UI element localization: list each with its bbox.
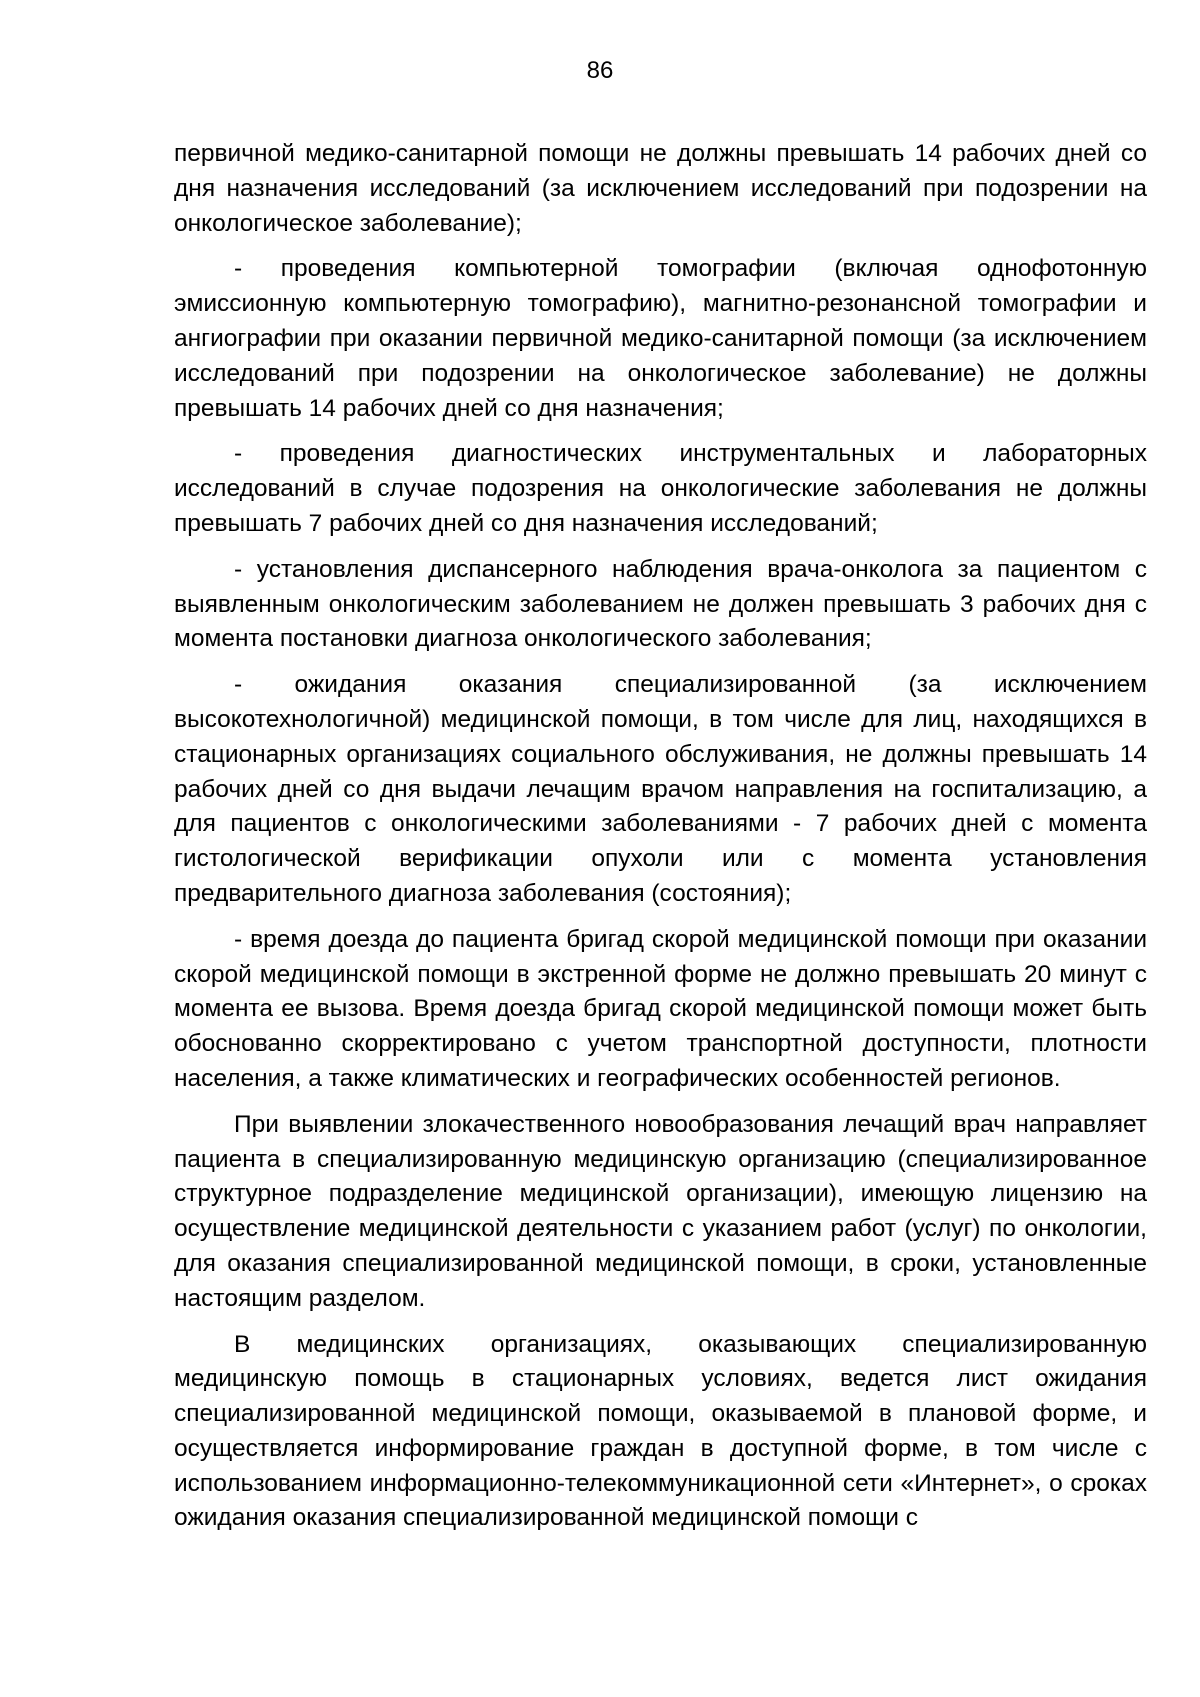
paragraph: - проведения компьютерной томографии (включая однофотонную эмиссионную компьютерную томографию), магнитно-резонансной томографии и ангиографии при оказании первичной медико-санитарной помощи (за исключением исследований при подозрении на онкологическое заболевание) не должны превышать 14 рабочих дней со дня назначения; bbox=[174, 255, 1147, 422]
paragraph: - проведения диагностических инструментальных и лабораторных исследований в случае подозрения на онкологические заболевания не должны превышать 7 рабочих дней со дня назначения исследований; bbox=[174, 440, 1147, 537]
paragraph: - ожидания оказания специализированной (за исключением высокотехнологичной) медицинской помощи, в том числе для лиц, находящихся в стационарных организациях социального обслуживания, не должны превышать 14 рабочих дней со дня выдачи лечащим врачом направления на госпитализацию, а для пациентов с онкологическими заболеваниями - 7 рабочих дней с момента гистологической верификации опухоли или с момента установления предварительного диагноза заболевания (состояния); bbox=[174, 671, 1147, 907]
paragraph: При выявлении злокачественного новообразования лечащий врач направляет пациента в специализированную медицинскую организацию (специализированное структурное подразделение медицинской организации), имеющую лицензию на осуществление медицинской деятельности с указанием работ (услуг) по онкологии, для оказания специализированной медицинской помощи, в сроки, установленные настоящим разделом. bbox=[174, 1110, 1147, 1312]
paragraph: первичной медико-санитарной помощи не должны превышать 14 рабочих дней со дня назначения исследований (за исключением исследований при подозрении на онкологическое заболевание); bbox=[174, 140, 1147, 237]
paragraph: - установления диспансерного наблюдения врача-онколога за пациентом с выявленным онкологическим заболеванием не должен превышать 3 рабочих дня с момента постановки диагноза онкологического заболевания; bbox=[174, 555, 1147, 653]
document-body bbox=[174, 137, 1147, 1547]
paragraph: В медицинских организациях, оказывающих специализированную медицинскую помощь в стационарных условиях, ведется лист ожидания специализированной медицинской помощи, оказываемой в плановой форме, и осуществляется информирование граждан в доступной форме, в том числе с использованием информационно-телекоммуникационной сети «Интернет», о сроках ожидания оказания специализированной медицинской помощи с bbox=[174, 1330, 1147, 1532]
page-number: 86 bbox=[586, 57, 614, 84]
paragraph: - время доезда до пациента бригад скорой медицинской помощи при оказании скорой медицинской помощи в экстренной форме не должно превышать 20 минут с момента ее вызова. Время доезда бригад скорой медицинской помощи может быть обоснованно скорректировано с учетом транспортной доступности, плотности населения, а также климатических и географических особенностей регионов. bbox=[174, 925, 1147, 1092]
